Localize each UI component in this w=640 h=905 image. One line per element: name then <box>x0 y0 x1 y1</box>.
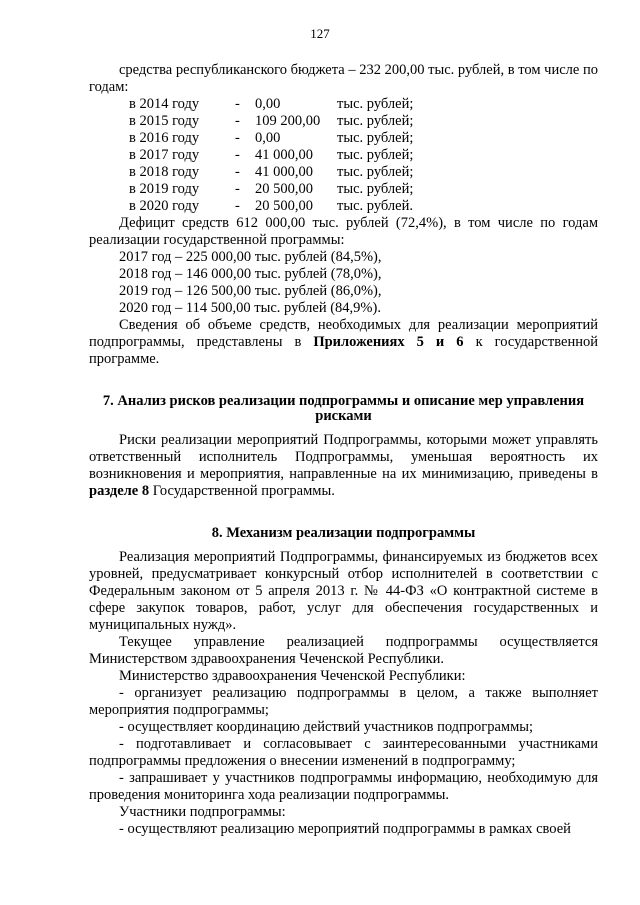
year-amount: 20 500,00 <box>255 198 313 214</box>
year-row <box>129 96 598 113</box>
section-ref: разделе 8 <box>89 483 150 499</box>
budget-intro: средства республиканского бюджета – 232 200,00 тыс. рублей, в том числе по годам: <box>89 62 598 95</box>
year-dash: - <box>235 113 240 129</box>
year-label: в 2016 году <box>129 130 200 146</box>
page-number: 127 <box>310 26 330 41</box>
year-dash: - <box>235 96 240 112</box>
year-label: в 2020 году <box>129 198 200 214</box>
section-8-paragraph: Министерство здравоохранения Чеченской Республики: <box>119 668 466 684</box>
year-label: в 2018 году <box>129 164 200 180</box>
deficit-intro: Дефицит средств 612 000,00 тыс. рублей (72,4%), в том числе по годам реализации государственной программы: <box>89 215 598 248</box>
section-7-text-before: Риски реализации мероприятий Подпрограммы, которыми может управлять ответственный исполнитель Подпрограммы, уменьшая вероятность их возникновения и мероприятия, направленные на их минимизацию, приведены в <box>89 432 598 482</box>
year-table <box>129 96 598 215</box>
year-dash: - <box>235 198 240 214</box>
participants-label: Участники подпрограммы: <box>119 804 286 820</box>
year-row <box>129 113 598 130</box>
deficit-line: 2017 год – 225 000,00 тыс. рублей (84,5%), <box>119 249 382 265</box>
bullet-item: - подготавливает и согласовывает с заинтересованными участниками подпрограммы предложения о внесении изменений в подпрограмму; <box>89 736 598 769</box>
year-dash: - <box>235 147 240 163</box>
year-label: в 2015 году <box>129 113 200 129</box>
section-7-text-after: Государственной программы. <box>149 483 335 499</box>
page-body <box>89 62 598 838</box>
bullet-item: - организует реализацию подпрограммы в целом, а также выполняет мероприятия подпрограммы; <box>89 685 598 718</box>
year-label: в 2014 году <box>129 96 200 112</box>
year-amount: 0,00 <box>255 96 281 112</box>
year-unit: тыс. рублей; <box>337 113 414 129</box>
year-amount: 20 500,00 <box>255 181 313 197</box>
year-label: в 2019 году <box>129 181 200 197</box>
appendix-ref: Приложениях 5 и 6 <box>313 334 464 350</box>
year-row <box>129 181 598 198</box>
year-amount: 0,00 <box>255 130 281 146</box>
year-unit: тыс. рублей; <box>337 96 414 112</box>
bullet-item: - осуществляет координацию действий участников подпрограммы; <box>119 719 534 735</box>
section-7-heading: 7. Анализ рисков реализации подпрограммы и описание мер управления рисками <box>102 393 585 424</box>
year-label: в 2017 году <box>129 147 200 163</box>
deficit-line: 2018 год – 146 000,00 тыс. рублей (78,0%), <box>119 266 382 282</box>
year-amount: 41 000,00 <box>255 147 313 163</box>
section-8-paragraph: Текущее управление реализацией подпрограммы осуществляется Министерством здравоохранения Чеченской Республики. <box>89 634 598 667</box>
year-row <box>129 147 598 164</box>
year-unit: тыс. рублей; <box>337 147 414 163</box>
year-dash: - <box>235 181 240 197</box>
bullet-item: - осуществляют реализацию мероприятий подпрограммы в рамках своей <box>119 821 571 837</box>
section-8-paragraph: Реализация мероприятий Подпрограммы, финансируемых из бюджетов всех уровней, предусматривает конкурсный отбор исполнителей в соответствии с Федеральным законом от 5 апреля 2013 г. № 44-ФЗ «О контрактной системе в сфере закупок товаров, работ, услуг для обеспечения государственных и муниципальных нужд». <box>89 549 598 633</box>
appendix-paragraph <box>89 317 598 368</box>
deficit-line: 2019 год – 126 500,00 тыс. рублей (86,0%), <box>119 283 382 299</box>
bullet-item: - запрашивает у участников подпрограммы информацию, необходимую для проведения мониторинга хода реализации подпрограммы. <box>89 770 598 803</box>
section-7-paragraph <box>89 432 598 500</box>
year-dash: - <box>235 164 240 180</box>
year-amount: 41 000,00 <box>255 164 313 180</box>
year-row <box>129 130 598 147</box>
year-unit: тыс. рублей. <box>337 198 413 214</box>
year-dash: - <box>235 130 240 146</box>
appendix-text-after: к государственной программе. <box>89 334 598 367</box>
section-8-heading: 8. Механизм реализации подпрограммы <box>211 525 476 541</box>
year-unit: тыс. рублей; <box>337 164 414 180</box>
year-unit: тыс. рублей; <box>337 181 414 197</box>
appendix-text-before: Сведения об объеме средств, необходимых для реализации мероприятий подпрограммы, представлены в <box>89 317 598 350</box>
year-amount: 109 200,00 <box>255 113 321 129</box>
deficit-line: 2020 год – 114 500,00 тыс. рублей (84,9%). <box>119 300 381 316</box>
year-unit: тыс. рублей; <box>337 130 414 146</box>
year-row <box>129 198 598 215</box>
year-row <box>129 164 598 181</box>
